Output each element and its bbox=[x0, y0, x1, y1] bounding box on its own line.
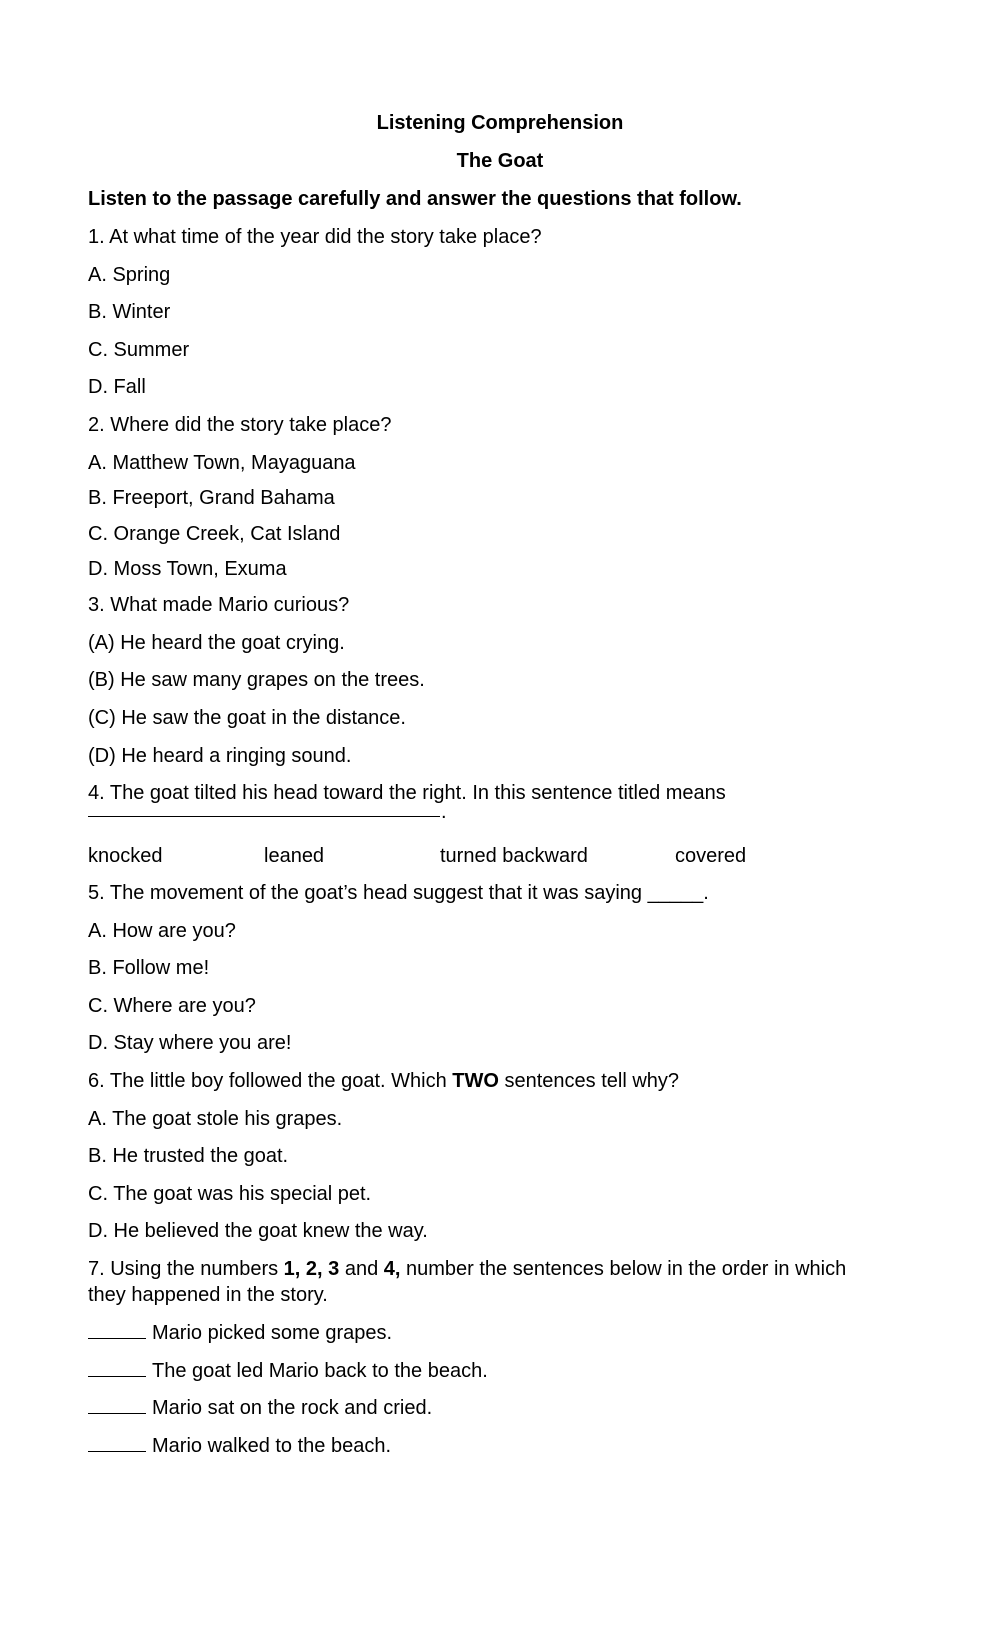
sequence-item bbox=[88, 1358, 488, 1383]
question-2-option-a[interactable]: A. Matthew Town, Mayaguana bbox=[88, 452, 356, 474]
sequence-item-text: Mario sat on the rock and cried. bbox=[152, 1397, 433, 1419]
question-4-stem: 4. The goat tilted his head toward the right. In this sentence titled means bbox=[88, 782, 726, 804]
sequence-item bbox=[88, 1395, 432, 1420]
question-2-option-b[interactable]: B. Freeport, Grand Bahama bbox=[88, 487, 335, 509]
story-title: The Goat bbox=[456, 150, 544, 172]
question-7-stem bbox=[88, 1257, 846, 1281]
sequence-item-text: Mario walked to the beach. bbox=[152, 1435, 392, 1457]
worksheet-heading: Listening Comprehension bbox=[376, 112, 624, 134]
question-7-stem-line2: they happened in the story. bbox=[88, 1284, 328, 1306]
sequence-item bbox=[88, 1320, 392, 1345]
question-4-choice-turned-backward[interactable]: turned backward bbox=[440, 845, 588, 867]
question-3-option-d[interactable]: (D) He heard a ringing sound. bbox=[88, 745, 352, 767]
question-6-stem-emphasis: TWO bbox=[452, 1070, 499, 1092]
question-3-option-c[interactable]: (C) He saw the goat in the distance. bbox=[88, 707, 406, 729]
question-2-stem: 2. Where did the story take place? bbox=[88, 414, 392, 436]
question-6-option-c[interactable]: C. The goat was his special pet. bbox=[88, 1183, 372, 1205]
sequence-item-text: The goat led Mario back to the beach. bbox=[152, 1360, 488, 1382]
sequence-blank[interactable] bbox=[88, 1433, 146, 1452]
sequence-blank[interactable] bbox=[88, 1395, 146, 1414]
question-4-choice-knocked[interactable]: knocked bbox=[88, 845, 163, 867]
question-1-stem: 1. At what time of the year did the story take place? bbox=[88, 226, 542, 248]
question-3-stem: 3. What made Mario curious? bbox=[88, 594, 350, 616]
question-4-choice-covered[interactable]: covered bbox=[675, 845, 747, 867]
question-5-option-c[interactable]: C. Where are you? bbox=[88, 995, 256, 1017]
question-6-stem-post: sentences tell why? bbox=[498, 1070, 680, 1092]
question-7-number-four: 4, bbox=[383, 1258, 401, 1280]
question-5-option-d[interactable]: D. Stay where you are! bbox=[88, 1032, 292, 1054]
question-2-option-c[interactable]: C. Orange Creek, Cat Island bbox=[88, 523, 341, 545]
instructions: Listen to the passage carefully and answer the questions that follow. bbox=[88, 188, 742, 210]
sequence-item-text: Mario picked some grapes. bbox=[152, 1322, 393, 1344]
question-4-choice-leaned[interactable]: leaned bbox=[264, 845, 325, 867]
sequence-blank[interactable] bbox=[88, 1320, 146, 1339]
sequence-item bbox=[88, 1433, 391, 1458]
question-1-option-c[interactable]: C. Summer bbox=[88, 339, 190, 361]
question-6-option-a[interactable]: A. The goat stole his grapes. bbox=[88, 1108, 343, 1130]
question-3-option-a[interactable]: (A) He heard the goat crying. bbox=[88, 632, 345, 654]
question-4-answer-blank[interactable] bbox=[88, 798, 440, 817]
question-1-option-b[interactable]: B. Winter bbox=[88, 301, 171, 323]
question-1-option-a[interactable]: A. Spring bbox=[88, 264, 171, 286]
question-7-stem-b: and bbox=[339, 1258, 384, 1280]
sequence-blank[interactable] bbox=[88, 1358, 146, 1377]
question-4-blank-end: . bbox=[441, 801, 447, 823]
question-2-option-d[interactable]: D. Moss Town, Exuma bbox=[88, 558, 287, 580]
question-6-option-d[interactable]: D. He believed the goat knew the way. bbox=[88, 1220, 428, 1242]
question-5-option-b[interactable]: B. Follow me! bbox=[88, 957, 210, 979]
question-6-option-b[interactable]: B. He trusted the goat. bbox=[88, 1145, 289, 1167]
question-3-option-b[interactable]: (B) He saw many grapes on the trees. bbox=[88, 669, 425, 691]
question-7-numbers: 1, 2, 3 bbox=[283, 1258, 340, 1280]
question-7-stem-a: 7. Using the numbers bbox=[88, 1258, 284, 1280]
question-6-stem-pre: 6. The little boy followed the goat. Which bbox=[88, 1070, 453, 1092]
question-7-stem-c: number the sentences below in the order in which bbox=[400, 1258, 847, 1280]
question-5-stem: 5. The movement of the goat’s head suggest that it was saying _____. bbox=[88, 882, 709, 904]
question-1-option-d[interactable]: D. Fall bbox=[88, 376, 146, 398]
question-6-stem bbox=[88, 1069, 679, 1093]
question-5-option-a[interactable]: A. How are you? bbox=[88, 920, 236, 942]
